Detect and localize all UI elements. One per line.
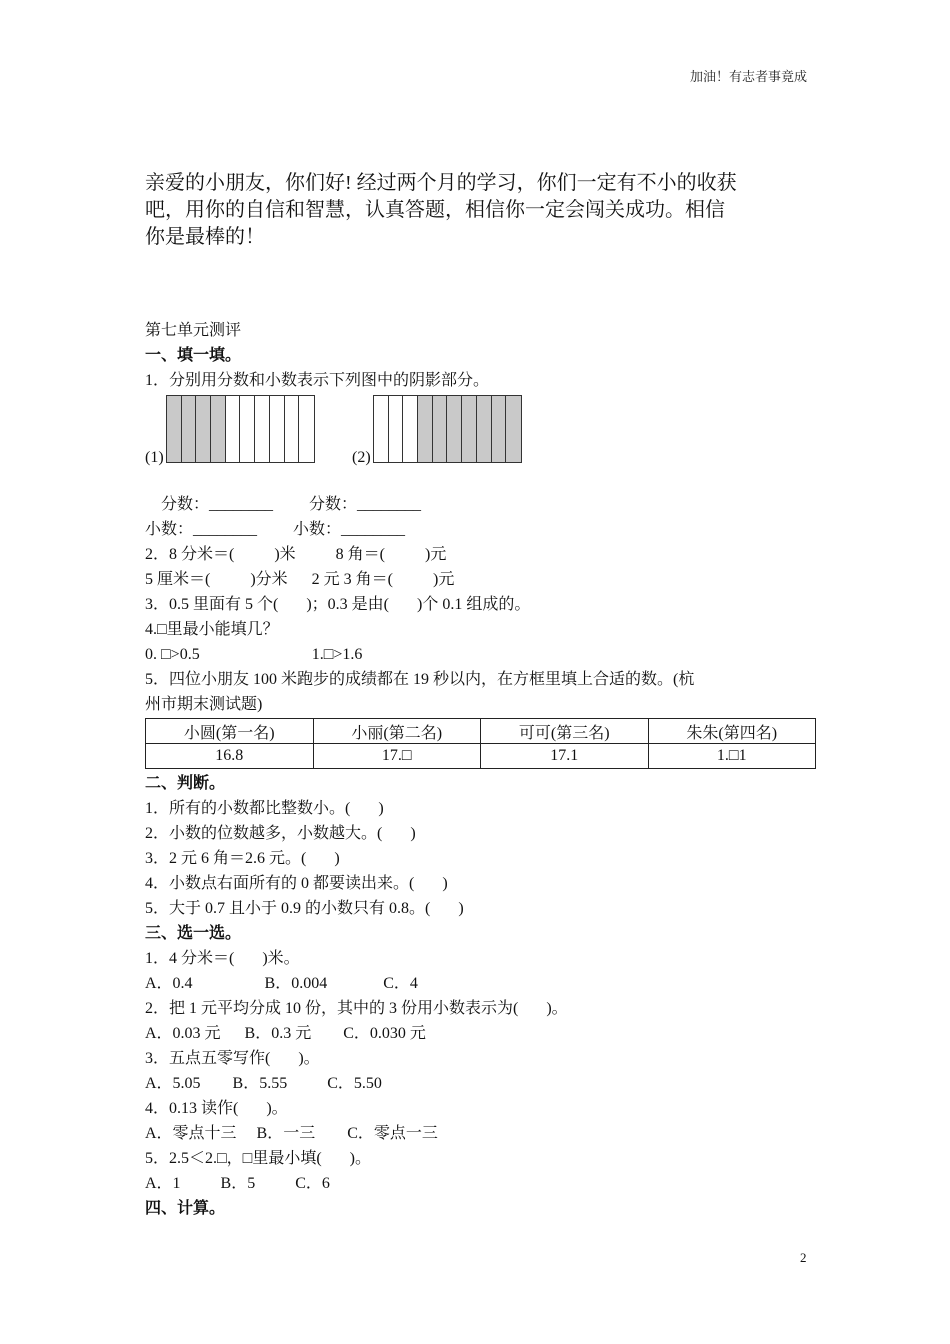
unshaded-cell xyxy=(240,396,255,462)
unshaded-cell xyxy=(226,396,241,462)
q5-line-1: 5．四位小朋友 100 米跑步的成绩都在 19 秒以内，在方框里填上合适的数。(杭 xyxy=(145,671,695,688)
unshaded-cell xyxy=(285,396,300,462)
section2-item-3: 3．2 元 6 角＝2.6 元。( ) xyxy=(145,850,340,867)
answer-line-1: 分数：________ 分数：________ xyxy=(145,496,422,513)
section3-item-6: A．5.05 B．5.55 C．5.50 xyxy=(145,1075,382,1092)
unshaded-cell xyxy=(270,396,285,462)
section1-heading: 一、填一填。 xyxy=(145,347,242,364)
section2-item-1: 1．所有的小数都比整数小。( ) xyxy=(145,800,384,817)
table-header-cell: 小圆(第一名) xyxy=(146,719,314,744)
section3-item-8: A．零点十三 B．一三 C．零点一三 xyxy=(145,1125,438,1142)
answer-line-2: 小数：________ 小数：________ xyxy=(145,521,406,538)
scores-table xyxy=(145,718,816,769)
page-number: 2 xyxy=(800,1250,807,1265)
q3: 3．0.5 里面有 5 个( )；0.3 是由( )个 0.1 组成的。 xyxy=(145,596,531,613)
intro-line-2: 吧，用你的自信和智慧，认真答题，相信你一定会闯关成功。相信 xyxy=(145,199,725,221)
shaded-cell xyxy=(196,396,211,462)
table-header-cell: 朱朱(第四名) xyxy=(648,719,816,744)
unshaded-cell xyxy=(374,396,389,462)
shaded-cell xyxy=(167,396,182,462)
table-value-cell: 17.□ xyxy=(313,744,481,769)
shaded-cell xyxy=(492,396,507,462)
q2-line-2: 5 厘米＝( )分米 2 元 3 角＝( )元 xyxy=(145,571,455,588)
section3-item-9: 5．2.5＜2.□，□里最小填( )。 xyxy=(145,1150,371,1167)
table-header-cell: 小丽(第二名) xyxy=(313,719,481,744)
figure-1-label: (1) xyxy=(145,449,164,466)
figure-2-bars xyxy=(373,395,522,463)
q2-line-1: 2．8 分米＝( )米 8 角＝( )元 xyxy=(145,546,447,563)
figure-2-label: (2) xyxy=(352,449,371,466)
section3-item-5: 3．五点五零写作( )。 xyxy=(145,1050,320,1067)
q4: 4.□里最小能填几？ xyxy=(145,621,279,638)
table-value-cell: 1.□1 xyxy=(648,744,816,769)
section3-item-1: 1．4 分米＝( )米。 xyxy=(145,950,300,967)
table-value-cell: 17.1 xyxy=(481,744,649,769)
section3-heading: 三、选一选。 xyxy=(145,925,242,942)
section3-item-3: 2．把 1 元平均分成 10 份，其中的 3 份用小数表示为( )。 xyxy=(145,1000,568,1017)
shaded-cell xyxy=(211,396,226,462)
section3-item-10: A．1 B．5 C．6 xyxy=(145,1175,330,1192)
section3-item-4: A．0.03 元 B．0.3 元 C．0.030 元 xyxy=(145,1025,426,1042)
table-value-cell: 16.8 xyxy=(146,744,314,769)
header-motto: 加油！有志者事竟成 xyxy=(689,69,807,84)
section1-q1: 1．分别用分数和小数表示下列图中的阴影部分。 xyxy=(145,372,490,389)
q5-line-2: 州市期末测试题) xyxy=(145,696,263,713)
section2-item-4: 4．小数点右面所有的 0 都要读出来。( ) xyxy=(145,875,448,892)
shaded-cell xyxy=(418,396,433,462)
table-header-cell: 可可(第三名) xyxy=(481,719,649,744)
table-row xyxy=(146,744,816,769)
shaded-cell xyxy=(433,396,448,462)
section2-item-2: 2．小数的位数越多，小数越大。( ) xyxy=(145,825,416,842)
unshaded-cell xyxy=(299,396,314,462)
section3-item-7: 4．0.13 读作( )。 xyxy=(145,1100,288,1117)
intro-line-3: 你是最棒的！ xyxy=(145,226,265,248)
table-row xyxy=(146,719,816,744)
figure-1-bars xyxy=(166,395,315,463)
shaded-cell xyxy=(506,396,521,462)
shaded-cell xyxy=(477,396,492,462)
q4-items: 0. □>0.5 1.□>1.6 xyxy=(145,646,363,663)
unshaded-cell xyxy=(389,396,404,462)
intro-line-1: 亲爱的小朋友，你们好! 经过两个月的学习，你们一定有不小的收获 xyxy=(145,172,737,194)
unshaded-cell xyxy=(403,396,418,462)
unshaded-cell xyxy=(255,396,270,462)
shaded-cell xyxy=(462,396,477,462)
shaded-cell xyxy=(182,396,197,462)
shaded-cell xyxy=(447,396,462,462)
section2-heading: 二、判断。 xyxy=(145,775,226,792)
section3-item-2: A．0.4 B．0.004 C．4 xyxy=(145,975,418,992)
section2-item-5: 5．大于 0.7 且小于 0.9 的小数只有 0.8。( ) xyxy=(145,900,464,917)
unit-title: 第七单元测评 xyxy=(145,322,242,339)
section4-heading: 四、计算。 xyxy=(145,1200,226,1217)
